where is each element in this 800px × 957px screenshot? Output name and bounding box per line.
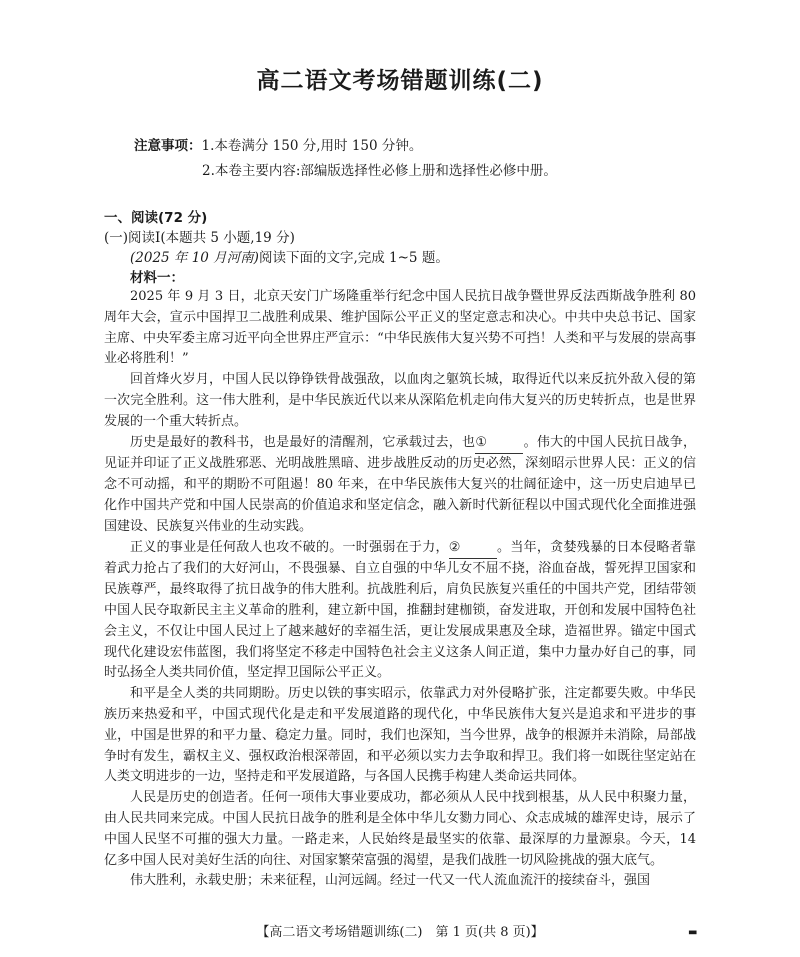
paragraph-6: 人民是历史的创造者。任何一项伟大事业要成功，都必须从人民中找到根基，从人民中积聚力量，由人民共同来完成。中国人民抗日战争的胜利是全体中华儿女勠力同心、众志成城的雄浑史诗，展示了中国人民坚不可摧的强大力量。一路走来，人民始终是最坚实的依靠、最深厚的力量源泉。今天，14 亿多中国人民对美好生活的向往、对国家繁荣富强的渴望，是我们战胜一切风险挑战的强大底气。 bbox=[104, 790, 696, 868]
paragraph-4 bbox=[104, 538, 696, 685]
paragraph-1: 2025 年 9 月 3 日，北京天安门广场隆重举行纪念中国人民抗日战争暨世界反法西斯战争胜利 80 周年大会，宣示中国捍卫二战胜利成果、维护国际公平正义的坚定意志和决心。中共中央总书记、国家主席、中央军委主席习近平向全世界庄严宣示：“中华民族伟大复兴势不可挡！人类和平与发展的崇高事业必将胜利！” bbox=[104, 289, 696, 367]
source-tag: (2025 年 10 月河南) bbox=[130, 250, 259, 266]
paragraph-4-end: 。当年，贪婪残暴的日本侵略者靠着武力抢占了我们的大好河山，不畏强暴、自立自强的中华儿女不屈不挠，浴血奋战，誓死捍卫国家和民族尊严，最终取得了抗日战争的伟大胜利。抗战胜利后，肩负民族复兴重任的中国共产党，团结带领中国人民夺取新民主主义革命的胜利，建立新中国，推翻封建枷锁，奋发进取，开创和发展中国特色社会主义，不仅让中国人民过上了越来越好的幸福生活，更让发展成果惠及全球，造福世界。锚定中国式现代化建设宏伟蓝图，我们将坚定不移走中国特色社会主义这条人间正道，集中力量办好自己的事，同时弘扬全人类共同价值，坚定捍卫国际公平正义。 bbox=[104, 539, 696, 681]
notes-line-1 bbox=[134, 134, 557, 159]
subsection-heading: (一)阅读Ⅰ(本题共 5 小题,19 分) bbox=[104, 230, 295, 246]
paragraph-4-start: 正义的事业是任何敌人也攻不破的。一时强弱在于力， bbox=[130, 539, 449, 555]
source-instruction: 阅读下面的文字,完成 1~5 题。 bbox=[258, 250, 449, 266]
paragraph-3-end: 。伟大的中国人民抗日战争，见证并印证了正义战胜邪恶、光明战胜黑暗、进步战胜反动的历史必然，深刻昭示世界人民：正义的信念不可动摇，和平的期盼不可阻遏！80 年来，在中华民族伟大复兴的壮阔征途中，这一历史启迪早已化作中国共产党和中国人民崇高的价值追求和坚定信念，融入新时代新征程以中国式现代化全面推进强国建设、民族复兴伟业的生动实践。 bbox=[104, 434, 696, 534]
blank-1: ① bbox=[475, 433, 523, 455]
notes-item-2: 2.本卷主要内容:部编版选择性必修上册和选择性必修中册。 bbox=[202, 163, 557, 179]
passage-body bbox=[104, 287, 696, 892]
page-title: 高二语文考场错题训练(二) bbox=[256, 68, 544, 94]
notes-block bbox=[134, 134, 557, 184]
paragraph-3-start: 历史是最好的教科书，也是最好的清醒剂，它承载过去，也 bbox=[130, 434, 476, 450]
page-footer: 【高二语文考场错题训练(二) 第 1 页(共 8 页)】 bbox=[256, 925, 544, 940]
paragraph-2: 回首烽火岁月，中国人民以铮铮铁骨战强敌，以血肉之躯筑长城，取得近代以来反抗外敌入侵的第一次完全胜利。这一伟大胜利，是中华民族近代以来从深陷危机走向伟大复兴的历史转折点，也是世界发展的一个重大转折点。 bbox=[104, 372, 696, 429]
paragraph-5: 和平是全人类的共同期盼。历史以铁的事实昭示，依靠武力对外侵略扩张，注定都要失败。中华民族历来热爱和平，中国式现代化是走和平发展道路的现代化，中华民族伟大复兴是追求和平进步的事业，中国是世界的和平力量、稳定力量。同时，我们也深知，当今世界，战争的根源并未消除，局部战争时有发生，霸权主义、强权政治根深蒂固，和平必须以实力去争取和捍卫。我们将一如既往坚定站在人类文明进步的一边，坚持走和平发展道路，与各国人民携手构建人类命运共同体。 bbox=[104, 686, 696, 785]
corner-mark: ▬ bbox=[688, 927, 698, 938]
paragraph-3 bbox=[104, 433, 696, 538]
paragraph-7: 伟大胜利，永载史册；未来征程，山河远阔。经过一代又一代人流血流汗的接续奋斗，强国 bbox=[130, 873, 651, 889]
notes-item-1: 1.本卷满分 150 分,用时 150 分钟。 bbox=[201, 138, 423, 154]
source-line bbox=[130, 246, 449, 266]
section-heading: 一、阅读(72 分) bbox=[104, 210, 208, 226]
blank-2: ② bbox=[449, 538, 497, 560]
material-label: 材料一： bbox=[130, 270, 184, 286]
notes-heading: 注意事项： bbox=[134, 138, 202, 154]
